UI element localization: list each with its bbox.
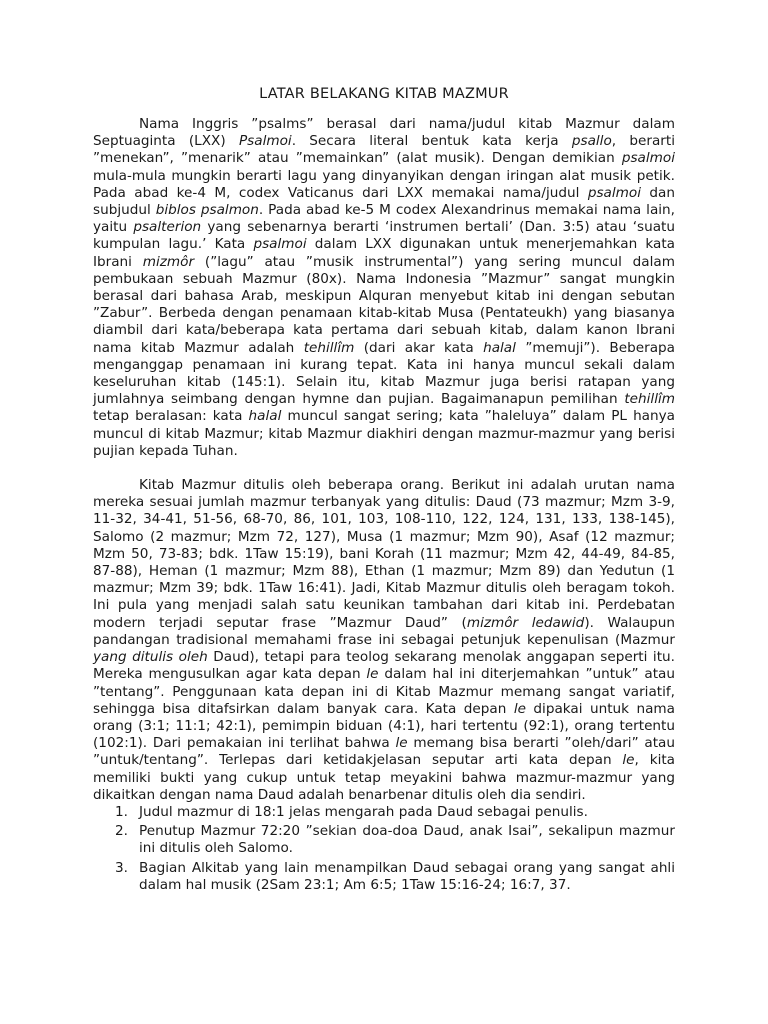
list-text: Bagian Alkitab yang lain menampilkan Daud sebagai orang yang sangat ahli dalam hal musik (2Sam 23:1; Am 6:5; 1Taw 15:16-24; 16:7, 37. <box>139 859 675 893</box>
italic-term: psallo <box>571 133 612 150</box>
italic-term: tehillîm <box>303 339 355 356</box>
italic-term: psalmoi <box>587 184 641 201</box>
list-item <box>93 860 675 894</box>
italic-term: halal <box>483 339 516 356</box>
text-run: . Pada abad ke-5 M codex Alexandrinus memakai nama lain, yaitu <box>93 202 675 236</box>
italic-term: mizmôr <box>142 253 195 270</box>
text-run: muncul sangat sering; kata ”haleluya” dalam PL hanya muncul di kitab Mazmur; kitab Mazmur diakhiri dengan mazmur-mazmur yang berisi pujian kepada Tuhan. <box>93 408 676 459</box>
list-number: 3. <box>115 859 128 876</box>
italic-term: mizmôr ledawid <box>466 614 585 631</box>
text-run: . Secara literal bentuk kata kerja <box>291 133 572 150</box>
text-run: ). Walaupun pandangan tradisional memahami frase ini sebagai petunjuk kepenulisan (Mazmur <box>93 614 675 648</box>
list-text: Judul mazmur di 18:1 jelas mengarah pada Daud sebagai penulis. <box>139 803 588 820</box>
page-title: LATAR BELAKANG KITAB MAZMUR <box>259 86 509 102</box>
text-run: dalam hal ini diterjemahkan ”untuk” atau ”tentang”. Penggunaan kata depan ini di Kitab Mazmur memang sangat variatif, sehingga bisa ditafsirkan dalam banyak cara. Kata depan <box>93 666 675 717</box>
text-run: Daud), tetapi para teolog sekarang menolak anggapan seperti itu. Mereka mengusulkan agar kata depan <box>93 649 675 683</box>
text-run: (”lagu” atau ”musik instrumental”) yang sering muncul dalam pembukaan sebuah Mazmur (80x). Nama Indonesia ”Mazmur” sangat mungkin berasal dari bahasa Arab, meskipun Alquran menyebut kitab ini dengan sebutan ”Zabur”. Berbeda dengan penamaan kitab-kitab Musa (Pentateukh) yang biasanya diambil dari kata/beberapa kata pertama dari sebuah kitab, dalam kanon Ibrani nama kitab Mazmur adalah <box>93 253 675 356</box>
italic-term: le <box>513 700 526 717</box>
text-run: , berarti ”menekan”, ”menarik” atau ”memainkan” (alat musik). Dengan demikian <box>93 133 675 167</box>
list-item <box>93 804 675 821</box>
paragraph-1 <box>93 116 675 460</box>
italic-term: psalmoi <box>253 236 307 253</box>
list-number: 2. <box>115 823 128 840</box>
text-run: , kita memiliki bukti yang cukup untuk tetap meyakini bahwa mazmur-mazmur yang dikaitkan dengan nama Daud adalah benarbenar ditulis oleh dia sendiri. <box>93 752 675 803</box>
text-run: tetap beralasan: kata <box>93 408 249 425</box>
list-number: 1. <box>115 803 128 820</box>
italic-term: psalmoi <box>621 150 675 167</box>
italic-term: yang ditulis oleh <box>93 649 208 666</box>
italic-term: le <box>622 752 635 769</box>
italic-term: Psalmoi <box>238 133 292 150</box>
text-run: mula-mula mungkin berarti lagu yang dinyanyikan dengan iringan alat musik petik. Pada abad ke-4 M, codex Vaticanus dari LXX memakai nama/judul <box>93 167 675 201</box>
italic-term: halal <box>248 408 282 425</box>
text-run: dipakai untuk nama orang (3:1; 11:1; 42:1), pemimpin biduan (4:1), hari tertentu (92:1), orang tertentu (102:1). Dari pemakaian ini terlihat bahwa <box>93 700 675 752</box>
text-run: (dari akar kata <box>354 339 484 356</box>
text-run: Kitab Mazmur ditulis oleh beberapa orang. Berikut ini adalah urutan nama mereka sesuai jumlah mazmur terbanyak yang ditulis: Daud (73 mazmur; Mzm 3-9, 11-32, 34-41, 51-56, 68-70, 86, 101, 103, 108-110, 122, 124, 131, 133, 138-145), Salomo (2 mazmur; Mzm 72, 127), Musa (1 mazmur; Mzm 90), Asaf (12 mazmur; Mzm 50, 73-83; bdk. 1Taw 15:19), bani Korah (11 mazmur; Mzm 42, 44-49, 84-85, 87-88), Heman (1 mazmur; Mzm 88), Ethan (1 mazmur; Mzm 89) dan Yedutun (1 mazmur; Mzm 39; bdk. 1Taw 16:41). Jadi, Kitab Mazmur ditulis oleh beragam tokoh. Ini pula yang menjadi salah satu keunikan tambahan dari kitab ini. Perdebatan modern terjadi seputar frase ”Mazmur Daud” ( <box>93 477 675 631</box>
text-run: ”memuji”). Beberapa menganggap penamaan ini kurang tepat. Kata ini hanya muncul sekali dalam keseluruhan kitab (145:1). Selain itu, kitab Mazmur juga berisi ratapan yang jumlahnya seimbang dengan hymne dan pujian. Bagaimanapun pemilihan <box>93 339 675 408</box>
list-text: Penutup Mazmur 72:20 ”sekian doa-doa Daud, anak Isai”, sekalipun mazmur ini ditulis oleh Salomo. <box>139 823 675 857</box>
evidence-list <box>93 804 675 894</box>
text-run: yang sebenarnya berarti ‘instrumen bertali’ (Dan. 3:5) atau ‘suatu kumpulan lagu.’ Kata <box>93 219 675 253</box>
italic-term: tehillîm <box>624 391 675 408</box>
list-item <box>93 823 675 857</box>
paragraph-2 <box>93 477 675 804</box>
text-run: memang bisa berarti ”oleh/dari” atau ”untuk/tentang”. Terlepas dari ketidakjelasan seputar arti kata depan <box>93 735 675 769</box>
italic-term: le <box>395 735 408 752</box>
italic-term: psalterion <box>133 219 202 236</box>
text-run: dan subjudul <box>93 184 675 219</box>
italic-term: biblos psalmon <box>155 202 259 219</box>
italic-term: le <box>366 666 379 683</box>
text-run: Nama Inggris ”psalms” berasal dari nama/judul kitab Mazmur dalam Septuaginta (LXX) <box>93 116 675 150</box>
text-run: dalam LXX digunakan untuk menerjemahkan kata Ibrani <box>93 236 676 270</box>
